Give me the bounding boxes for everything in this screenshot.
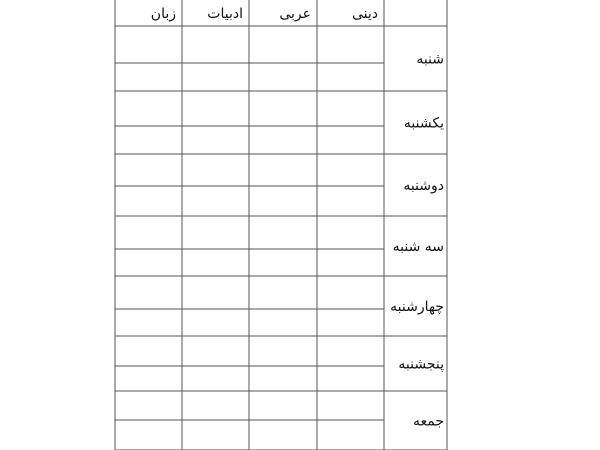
day-label: یکشنبه xyxy=(403,115,444,132)
day-label-column xyxy=(390,52,444,430)
column-header-arabi: عربی xyxy=(279,6,311,22)
day-label: دوشنبه xyxy=(403,178,444,194)
day-label: شنبه xyxy=(416,51,444,68)
day-label: چهارشنبه xyxy=(390,299,444,315)
column-header-dini: دینی xyxy=(351,6,378,22)
day-label: جمعه xyxy=(412,413,444,430)
table-header-row xyxy=(151,6,378,22)
day-label: پنجشنبه xyxy=(398,356,444,373)
column-header-zaban: زبان xyxy=(150,6,176,22)
column-header-adabiyat: ادبیات xyxy=(207,6,243,22)
table-grid xyxy=(115,0,447,450)
day-label: سه شنبه xyxy=(392,239,444,255)
